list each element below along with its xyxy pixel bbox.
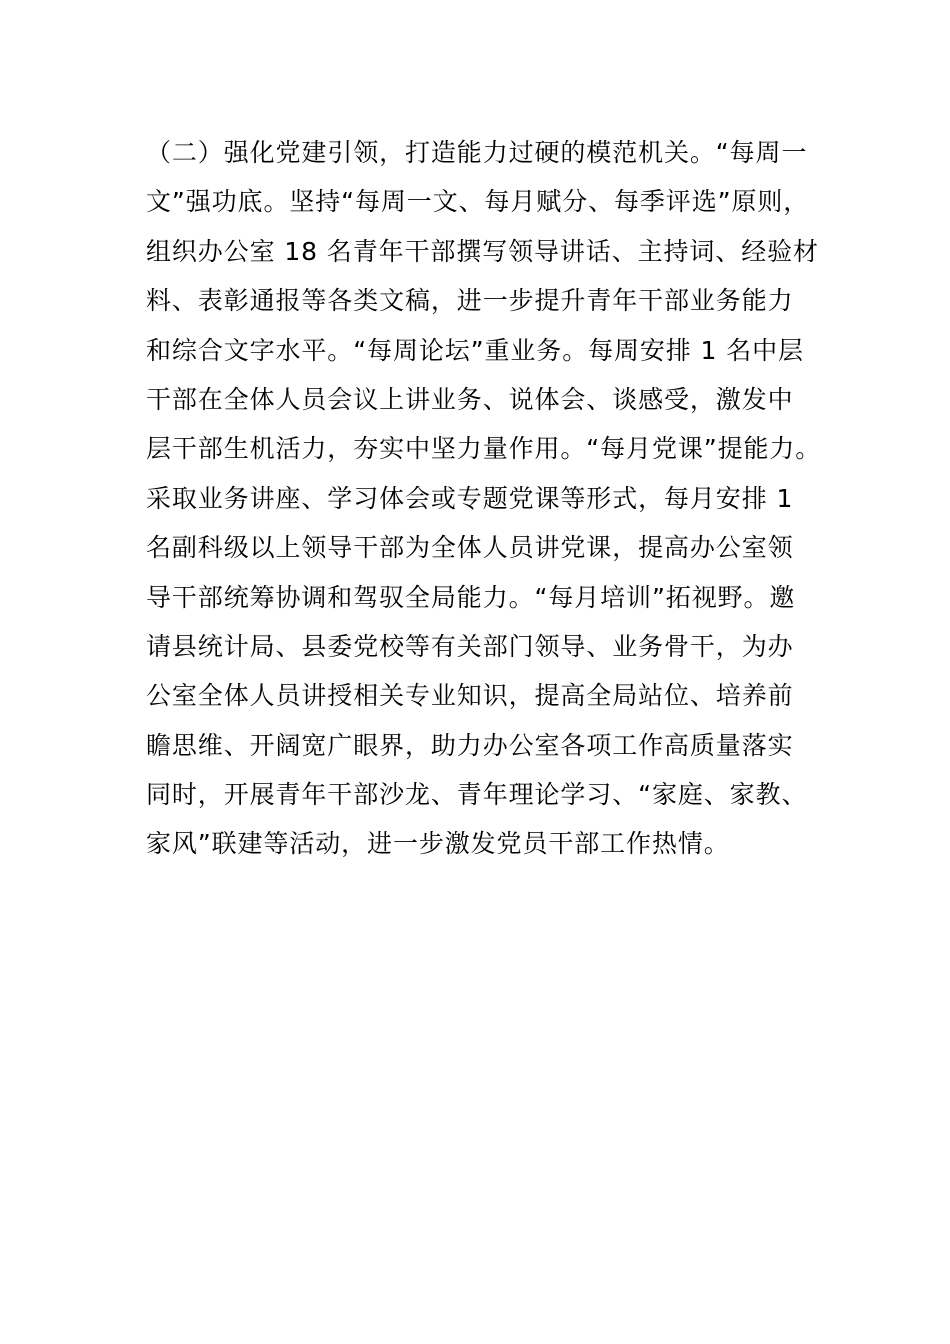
paragraph-line: 同时，开展青年干部沙龙、青年理论学习、“家庭、家教、: [146, 780, 808, 810]
paragraph-line: 名副科级以上领导干部为全体人员讲党课，提高办公室领: [146, 533, 794, 563]
paragraph-line: 层干部生机活力，夯实中坚力量作用。“每月党课”提能力。: [146, 434, 822, 464]
body-paragraph: [146, 128, 846, 869]
paragraph-line: 公室全体人员讲授相关专业知识，提高全局站位、培养前: [146, 681, 794, 711]
paragraph-line: 干部在全体人员会议上讲业务、说体会、谈感受，激发中: [146, 384, 794, 414]
paragraph-line: 瞻思维、开阔宽广眼界，助力办公室各项工作高质量落实: [146, 730, 794, 760]
paragraph-line: 文”强功底。坚持“每周一文、每月赋分、每季评选”原则，: [146, 187, 810, 217]
paragraph-line: 请县统计局、县委党校等有关部门领导、业务骨干，为办: [146, 631, 794, 661]
paragraph-line: 家风”联建等活动，进一步激发党员干部工作热情。: [146, 829, 730, 859]
paragraph-line: （二）强化党建引领，打造能力过硬的模范机关。“每周一: [146, 138, 808, 167]
paragraph-line: 组织办公室 18 名青年干部撰写领导讲话、主持词、经验材: [146, 236, 819, 266]
paragraph-line: 导干部统筹协调和驾驭全局能力。“每月培训”拓视野。邀: [146, 582, 796, 612]
paragraph-line: 采取业务讲座、学习体会或专题党课等形式，每月安排 1: [146, 483, 794, 513]
paragraph-line: 料、表彰通报等各类文稿，进一步提升青年干部业务能力: [146, 286, 794, 316]
paragraph-line: 和综合文字水平。“每周论坛”重业务。每周安排 1 名中层: [146, 335, 804, 365]
